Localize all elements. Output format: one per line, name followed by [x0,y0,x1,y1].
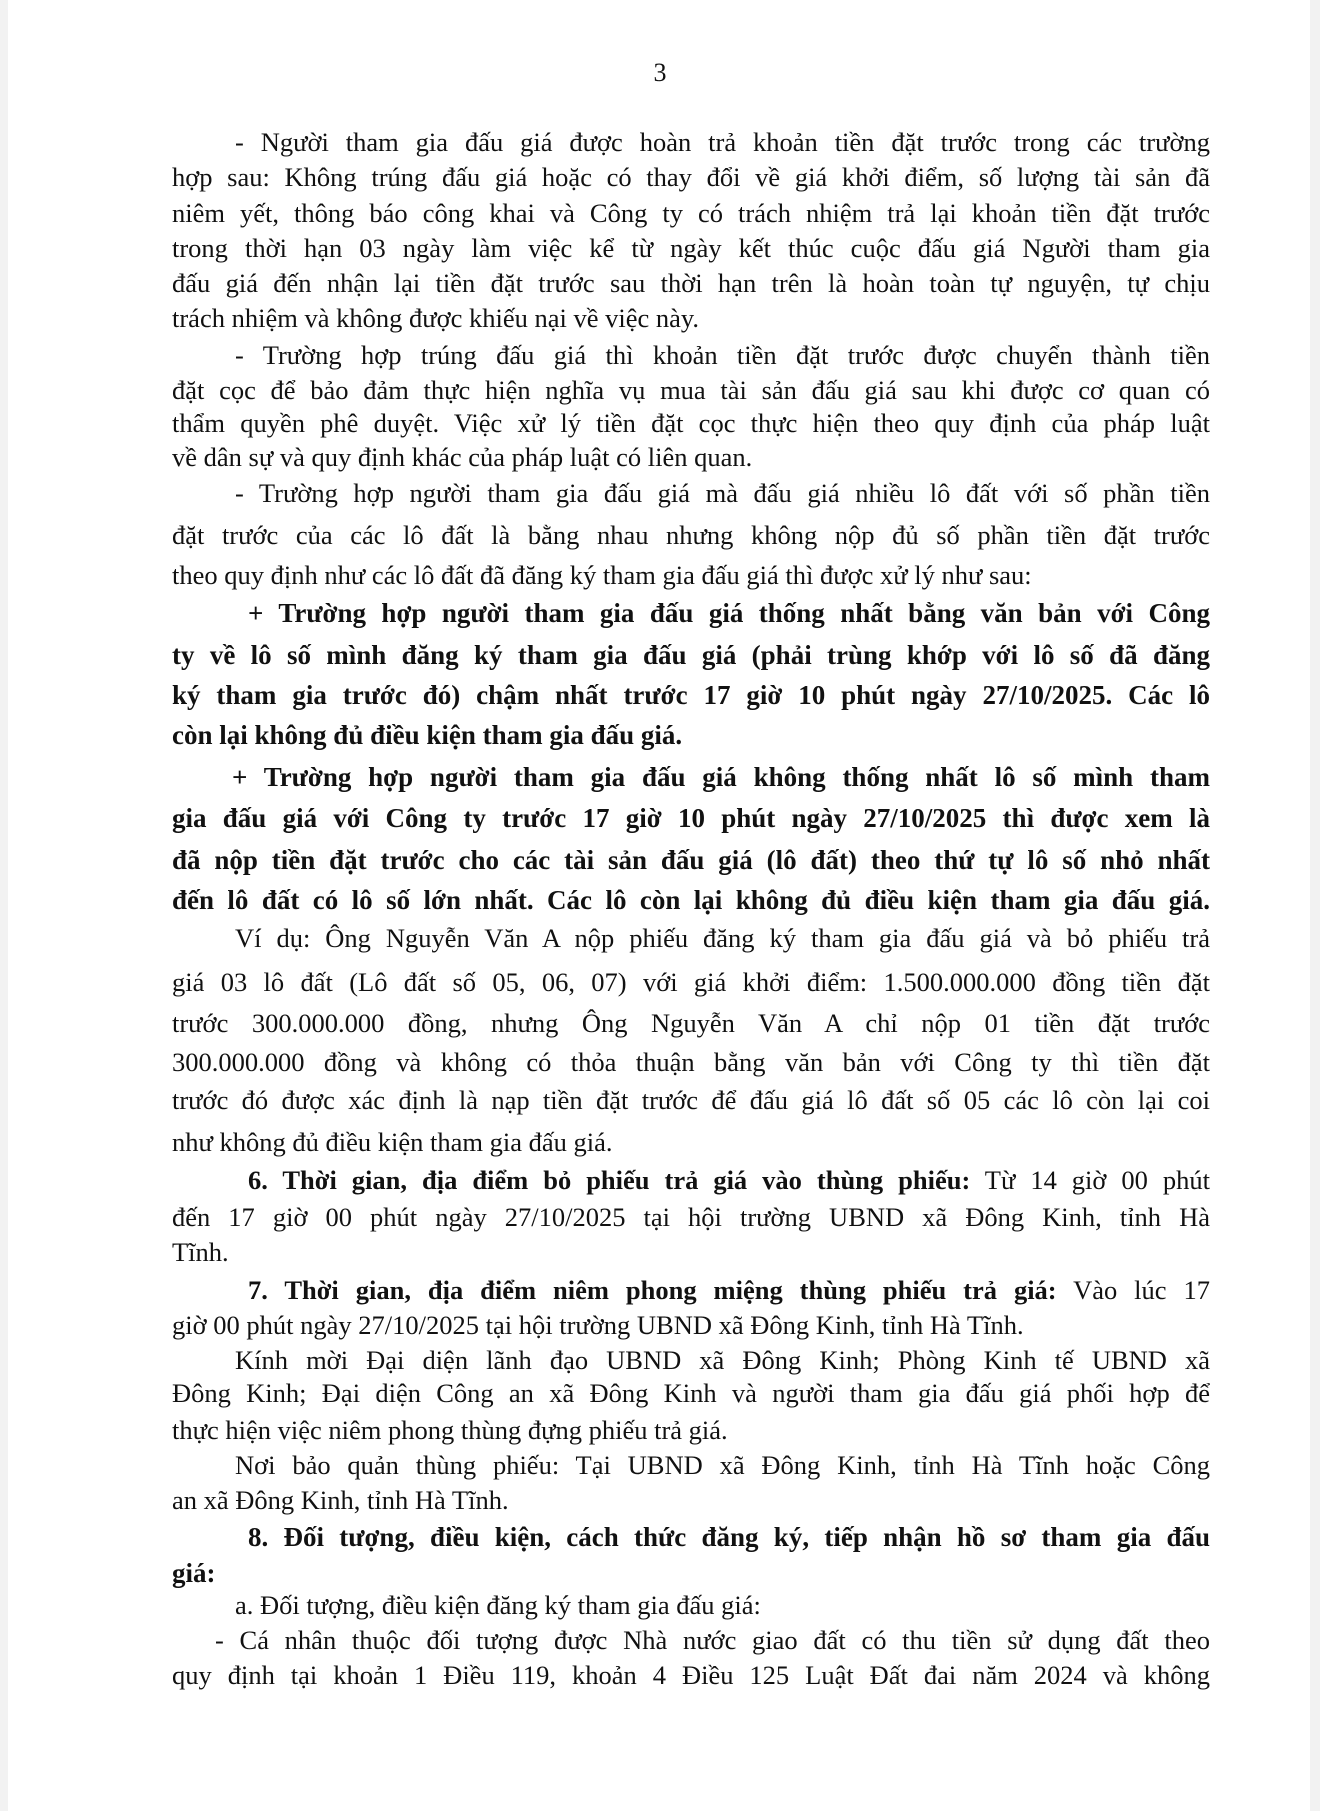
text-line: đến 17 giờ 00 phút ngày 27/10/2025 tại hội trường UBND xã Đông Kinh, tỉnh Hà [172,1202,1210,1232]
text-line: - Người tham gia đấu giá được hoàn trả khoản tiền đặt trước trong các trường [235,127,1210,157]
text-line: - Trường hợp người tham gia đấu giá mà đấu giá nhiều lô đất với số phần tiền [235,478,1210,508]
text-line: niêm yết, thông báo công khai và Công ty có trách nhiệm trả lại khoản tiền đặt trước [172,198,1210,228]
text-line: đấu giá đến nhận lại tiền đặt trước sau thời hạn trên là hoàn toàn tự nguyện, tự chịu [172,268,1210,298]
text-line-bold: + Trường hợp người tham gia đấu giá thống nhất bằng văn bản với Công [248,598,1210,628]
text-line: 300.000.000 đồng và không có thỏa thuận bằng văn bản với Công ty thì tiền đặt [172,1047,1210,1077]
scan-edge-right [1310,0,1320,1811]
text-line-bold: đến lô đất có lô số lớn nhất. Các lô còn lại không đủ điều kiện tham gia đấu giá. [172,885,1210,915]
text-line: theo quy định như các lô đất đã đăng ký tham gia đấu giá thì được xử lý như sau: [172,560,1032,590]
section-8-heading-cont: giá: [172,1558,216,1588]
section-7-title: 7. Thời gian, địa điểm niêm phong miệng thùng phiếu trả giá: [248,1275,1057,1305]
text-line: quy định tại khoản 1 Điều 119, khoản 4 Điều 125 Luật Đất đai năm 2024 và không [172,1660,1210,1690]
text-line: như không đủ điều kiện tham gia đấu giá. [172,1127,613,1157]
text-line-bold: ký tham gia trước đó) chậm nhất trước 17 giờ 10 phút ngày 27/10/2025. Các lô [172,680,1210,710]
section-6-title: 6. Thời gian, địa điểm bỏ phiếu trả giá vào thùng phiếu: [248,1165,971,1195]
text-line-bold: đã nộp tiền đặt trước cho các tài sản đấu giá (lô đất) theo thứ tự lô số nhỏ nhất [172,845,1210,875]
text-line: đặt cọc để bảo đảm thực hiện nghĩa vụ mua tài sản đấu giá sau khi được cơ quan có [172,375,1210,405]
text-line-bold: ty về lô số mình đăng ký tham gia đấu giá (phải trùng khớp với lô số đã đăng [172,640,1210,670]
text-line: Ví dụ: Ông Nguyễn Văn A nộp phiếu đăng ký tham gia đấu giá và bỏ phiếu trả [235,923,1210,953]
text-line-bold: còn lại không đủ điều kiện tham gia đấu giá. [172,720,683,750]
text-line: trách nhiệm và không được khiếu nại về việc này. [172,303,700,333]
text-line: trong thời hạn 03 ngày làm việc kể từ ngày kết thúc cuộc đấu giá Người tham gia [172,233,1210,263]
text-line: hợp sau: Không trúng đấu giá hoặc có thay đổi về giá khởi điểm, số lượng tài sản đã [172,162,1210,192]
section-6-text: Từ 14 giờ 00 phút [970,1165,1210,1195]
text-line: an xã Đông Kinh, tỉnh Hà Tĩnh. [172,1485,509,1515]
text-line: trước 300.000.000 đồng, nhưng Ông Nguyễn Văn A chỉ nộp 01 tiền đặt trước [172,1008,1210,1038]
page-number: 3 [653,58,667,87]
text-line: Nơi bảo quản thùng phiếu: Tại UBND xã Đông Kinh, tỉnh Hà Tĩnh hoặc Công [235,1450,1210,1480]
text-line: đặt trước của các lô đất là bằng nhau nhưng không nộp đủ số phần tiền đặt trước [172,520,1210,550]
subsection-a-heading: a. Đối tượng, điều kiện đăng ký tham gia đấu giá: [235,1590,761,1620]
text-line: giá 03 lô đất (Lô đất số 05, 06, 07) với giá khởi điểm: 1.500.000.000 đồng tiền đặt [172,967,1210,997]
text-line: - Cá nhân thuộc đối tượng được Nhà nước giao đất có thu tiền sử dụng đất theo [215,1625,1210,1655]
section-7-heading [172,1273,1210,1307]
text-line: trước đó được xác định là nạp tiền đặt trước để đấu giá lô đất số 05 các lô còn lại coi [172,1085,1210,1115]
text-line: thực hiện việc niêm phong thùng đựng phiếu trả giá. [172,1415,728,1445]
text-line: - Trường hợp trúng đấu giá thì khoản tiền đặt trước được chuyển thành tiền [235,340,1210,370]
scan-edge-left [0,0,8,1811]
section-6-heading [172,1163,1210,1197]
text-line: về dân sự và quy định khác của pháp luật có liên quan. [172,442,753,472]
section-7-text: Vào lúc 17 [1056,1275,1210,1305]
text-line-bold: + Trường hợp người tham gia đấu giá không thống nhất lô số mình tham [232,762,1210,792]
text-line: Đông Kinh; Đại diện Công an xã Đông Kinh và người tham gia đấu giá phối hợp để [172,1378,1210,1408]
text-line: Kính mời Đại diện lãnh đạo UBND xã Đông Kinh; Phòng Kinh tế UBND xã [235,1345,1210,1375]
text-line: Tĩnh. [172,1237,229,1267]
text-line: giờ 00 phút ngày 27/10/2025 tại hội trường UBND xã Đông Kinh, tỉnh Hà Tĩnh. [172,1310,1024,1340]
text-line: thẩm quyền phê duyệt. Việc xử lý tiền đặt cọc thực hiện theo quy định của pháp luật [172,408,1210,438]
section-8-heading: 8. Đối tượng, điều kiện, cách thức đăng ký, tiếp nhận hồ sơ tham gia đấu [248,1522,1210,1552]
text-line-bold: gia đấu giá với Công ty trước 17 giờ 10 phút ngày 27/10/2025 thì được xem là [172,803,1210,833]
